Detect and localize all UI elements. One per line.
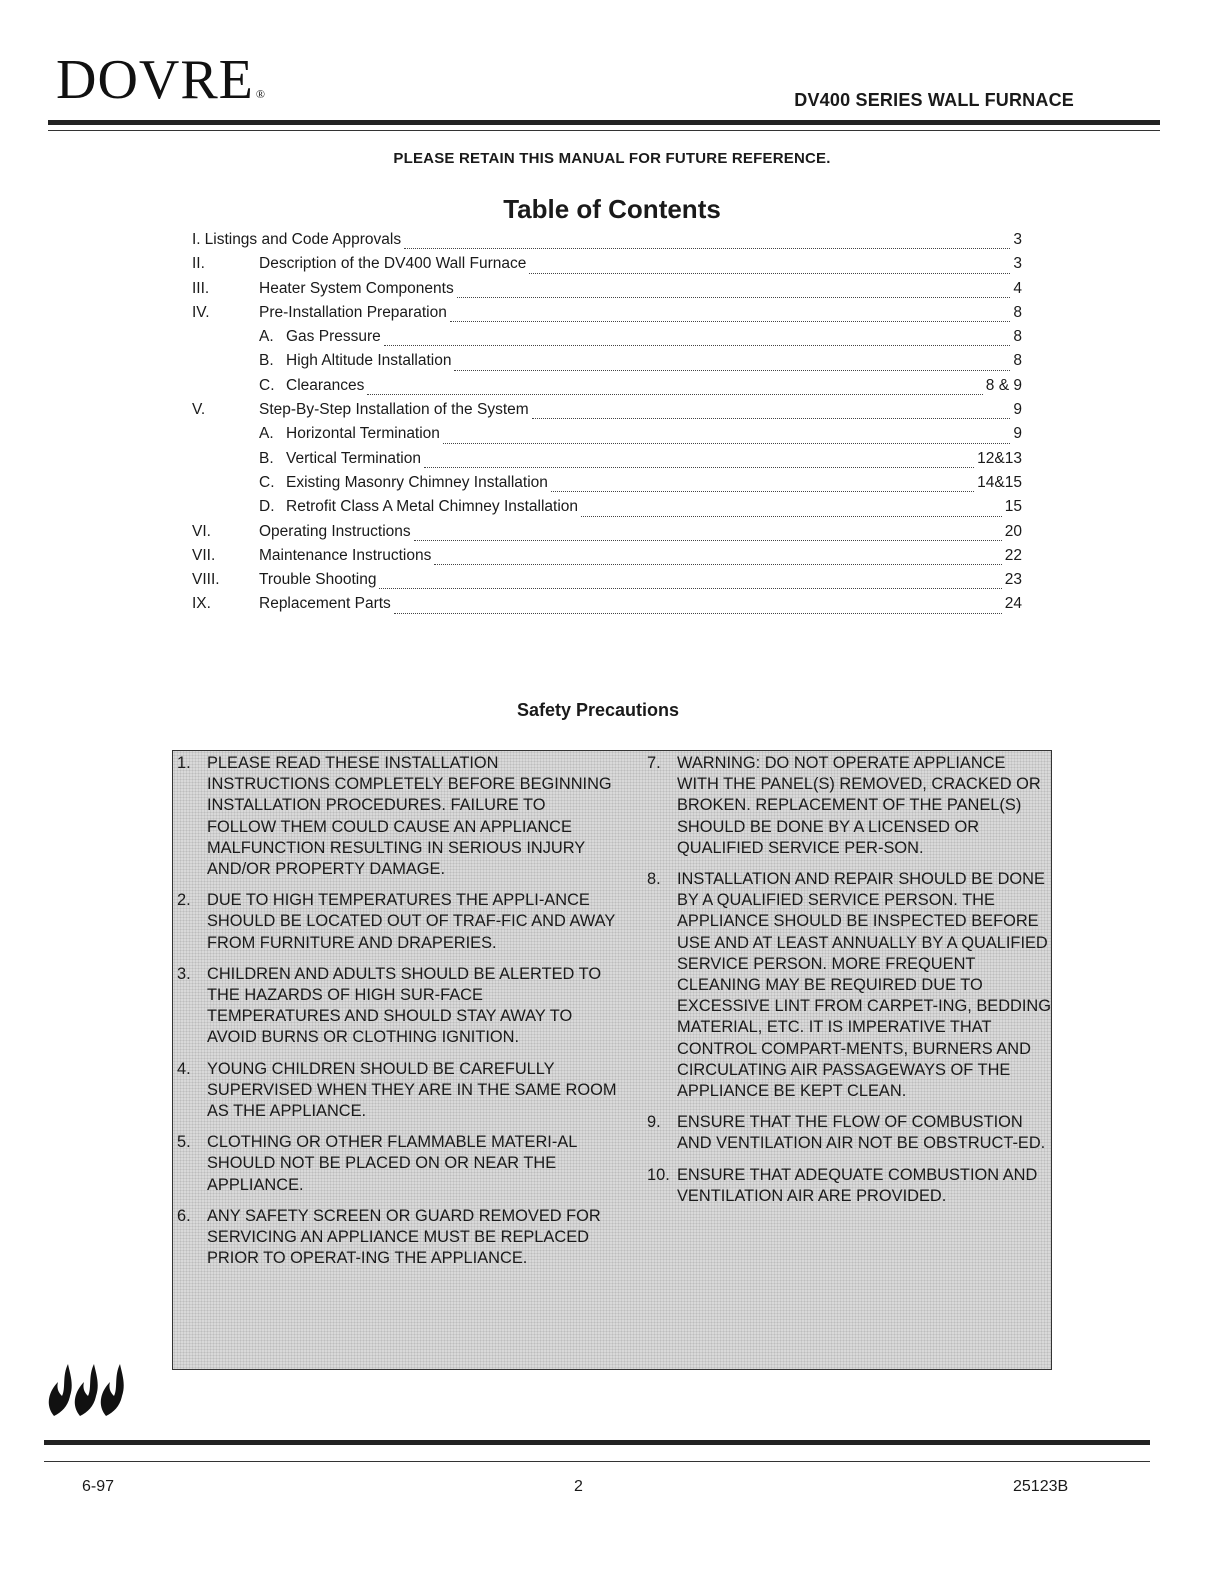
- toc-entry: [192, 595, 1022, 619]
- toc-entry-number: VIII.: [192, 571, 220, 589]
- toc-leader-dots: [529, 272, 1010, 274]
- safety-item-number: 10.: [647, 1165, 670, 1184]
- toc-entry-number: IV.: [192, 303, 210, 321]
- toc-entry-label: Existing Masonry Chimney Installation: [286, 473, 548, 491]
- toc-entry-number: III.: [192, 279, 210, 297]
- toc-entry: [192, 377, 1022, 401]
- toc-entry-page: 8 & 9: [985, 376, 1022, 394]
- toc-leader-dots: [551, 490, 974, 492]
- footer-date: 6-97: [82, 1478, 115, 1495]
- toc-entry: [192, 450, 1022, 474]
- toc-entry-page: 3: [1013, 231, 1022, 248]
- safety-item-text: YOUNG CHILDREN SHOULD BE CAREFULLY SUPERVISED WHEN THEY ARE IN THE SAME ROOM AS THE APPLIANCE.: [207, 1059, 617, 1121]
- safety-item-text: WARNING: DO NOT OPERATE APPLIANCE WITH THE PANEL(S) REMOVED, CRACKED OR BROKEN. REPLACEMENT OF THE PANEL(S) SHOULD BE DONE BY A LICENSED OR QUALIFIED SERVICE PER-SON.: [677, 754, 1041, 857]
- toc-entry-label: Vertical Termination: [286, 449, 421, 467]
- safety-precautions-box: [172, 750, 1052, 1370]
- safety-column-left: [177, 753, 617, 1279]
- registered-mark: ®: [255, 87, 267, 101]
- safety-item-number: 5.: [177, 1133, 191, 1152]
- toc-entry-number: IX.: [192, 595, 211, 613]
- toc-entry-sub: A.: [259, 425, 274, 443]
- safety-item: [177, 1206, 617, 1270]
- safety-item: [647, 1165, 1051, 1207]
- toc-leader-dots: [384, 344, 1011, 346]
- toc-title: Table of Contents: [503, 194, 721, 224]
- toc-entry: [192, 280, 1022, 304]
- toc-entry-page: 12&13: [977, 449, 1022, 467]
- header-rule-thick: [48, 120, 1160, 125]
- safety-column-right: [647, 753, 1051, 1217]
- toc-entry-page: 14&15: [977, 473, 1022, 491]
- safety-item: [177, 753, 617, 880]
- toc-entry: [192, 498, 1022, 522]
- safety-item-text: INSTALLATION AND REPAIR SHOULD BE DONE BY A QUALIFIED SERVICE PERSON. THE APPLIANCE SHOULD BE INSPECTED BEFORE USE AND AT LEAST ANNUALLY BY A QUALIFIED SERVICE PERSON. MORE FREQUENT CLEANING MAY BE REQUIRED DUE TO EXCESSIVE LINT FROM CARPET-ING, BEDDING MATERIAL, ETC. IT IS IMPERATIVE THAT CONTROL COMPART-MENTS, BURNERS AND CIRCULATING AIR PASSAGEWAYS OF THE APPLIANCE BE KEPT CLEAN.: [677, 870, 1052, 1101]
- toc-leader-dots: [367, 393, 982, 395]
- toc-leader-dots: [532, 417, 1011, 419]
- safety-item: [177, 890, 617, 954]
- toc-leader-dots: [457, 296, 1011, 298]
- toc-entry-label: Retrofit Class A Metal Chimney Installation: [286, 498, 579, 516]
- toc-entry: [192, 304, 1022, 328]
- toc-entry-sub: B.: [259, 352, 274, 370]
- safety-item: [647, 869, 1051, 1102]
- toc-entry-page: 23: [1004, 571, 1022, 589]
- toc-entry: [192, 523, 1022, 547]
- toc-entry: [192, 255, 1022, 279]
- toc-entry-sub: D.: [259, 498, 275, 516]
- toc-entry: [192, 547, 1022, 571]
- toc-entry-number: VII.: [192, 546, 216, 564]
- retain-notice: PLEASE RETAIN THIS MANUAL FOR FUTURE REFERENCE.: [393, 150, 831, 167]
- toc-entry-page: 8: [1013, 352, 1022, 370]
- page-number: 2: [574, 1478, 583, 1495]
- header-rule-thin: [48, 130, 1160, 131]
- safety-item-text: CLOTHING OR OTHER FLAMMABLE MATERI-AL SHOULD NOT BE PLACED ON OR NEAR THE APPLIANCE.: [207, 1133, 577, 1194]
- toc-entry-page: 9: [1013, 401, 1022, 419]
- toc-leader-dots: [379, 587, 1001, 589]
- safety-item-number: 4.: [177, 1059, 191, 1078]
- safety-item-number: 9.: [647, 1113, 661, 1132]
- safety-item-number: 8.: [647, 870, 661, 889]
- toc-entry-label: Horizontal Termination: [286, 425, 440, 443]
- footer-rule-thin: [44, 1461, 1150, 1462]
- toc-entry-page: 24: [1004, 595, 1022, 613]
- safety-item-number: 3.: [177, 964, 191, 983]
- safety-item-number: 1.: [177, 754, 191, 772]
- toc-entry-page: 8: [1013, 328, 1022, 346]
- toc-entry-label: Replacement Parts: [259, 595, 391, 613]
- toc-leader-dots: [450, 320, 1011, 322]
- toc-leader-dots: [443, 442, 1010, 444]
- document-number: 25123B: [1013, 1478, 1069, 1495]
- toc-leader-dots: [424, 466, 974, 468]
- toc-entry-label: Operating Instructions: [259, 522, 411, 540]
- toc-leader-dots: [454, 369, 1010, 371]
- toc-entry-number: II.: [192, 255, 205, 273]
- toc-entry-sub: A.: [259, 328, 274, 346]
- toc-entry-page: 15: [1004, 498, 1022, 516]
- toc-entry-page: 20: [1004, 522, 1022, 540]
- dovre-logo: [56, 49, 267, 111]
- toc-entry-page: 4: [1013, 279, 1022, 297]
- toc-entry: [192, 231, 1022, 255]
- toc-entry-page: 8: [1013, 303, 1022, 321]
- toc-entry-number: VI.: [192, 522, 211, 540]
- toc-entry-number: I.: [192, 231, 201, 248]
- toc-entry-number: V.: [192, 401, 206, 419]
- toc-entry: [192, 328, 1022, 352]
- table-of-contents: [192, 231, 1022, 620]
- safety-item: [177, 1132, 617, 1196]
- safety-item-text: DUE TO HIGH TEMPERATURES THE APPLI-ANCE SHOULD BE LOCATED OUT OF TRAF-FIC AND AWAY FROM FURNITURE AND DRAPERIES.: [207, 891, 616, 952]
- toc-entry-label: Gas Pressure: [286, 328, 381, 346]
- toc-leader-dots: [434, 563, 1001, 565]
- toc-leader-dots: [581, 515, 1002, 517]
- toc-entry-label: Pre-Installation Preparation: [259, 303, 447, 321]
- footer-rule-thick: [44, 1440, 1150, 1445]
- document-title: DV400 SERIES WALL FURNACE: [794, 90, 1074, 110]
- safety-title: Safety Precautions: [516, 700, 680, 720]
- toc-leader-dots: [394, 612, 1002, 614]
- safety-item-number: 2.: [177, 891, 191, 910]
- toc-entry-sub: C.: [259, 473, 275, 491]
- safety-item-text: PLEASE READ THESE INSTALLATION INSTRUCTIONS COMPLETELY BEFORE BEGINNING INSTALLATION PROCEDURES. FAILURE TO FOLLOW THEM COULD CAUSE AN APPLIANCE MALFUNCTION RESULTING IN SERIOUS INJURY AND/OR PROPERTY DAMAGE.: [207, 754, 612, 879]
- toc-leader-dots: [414, 539, 1002, 541]
- toc-entry-label: Heater System Components: [259, 279, 454, 297]
- toc-entry-label: High Altitude Installation: [286, 352, 452, 370]
- toc-entry: [192, 401, 1022, 425]
- toc-entry-label: Maintenance Instructions: [259, 546, 432, 564]
- toc-entry-page: 22: [1004, 546, 1022, 564]
- toc-entry: [192, 571, 1022, 595]
- safety-item: [177, 964, 617, 1049]
- safety-item-text: ENSURE THAT THE FLOW OF COMBUSTION AND VENTILATION AIR NOT BE OBSTRUCT-ED.: [677, 1113, 1046, 1153]
- toc-entry-label: Description of the DV400 Wall Furnace: [259, 255, 527, 273]
- safety-item: [647, 753, 1051, 859]
- toc-entry-label: Trouble Shooting: [259, 571, 377, 589]
- toc-entry-sub: B.: [259, 449, 274, 467]
- toc-entry-label: Clearances: [286, 376, 365, 394]
- toc-entry-page: 9: [1013, 425, 1022, 443]
- safety-item-text: ANY SAFETY SCREEN OR GUARD REMOVED FOR SERVICING AN APPLIANCE MUST BE REPLACED PRIOR TO OPERAT-ING THE APPLIANCE.: [207, 1206, 601, 1268]
- safety-item: [647, 1112, 1051, 1154]
- flames-icon: [44, 1360, 126, 1423]
- safety-item-text: CHILDREN AND ADULTS SHOULD BE ALERTED TO THE HAZARDS OF HIGH SUR-FACE TEMPERATURES AND SHOULD STAY AWAY TO AVOID BURNS OR CLOTHING IGNITION.: [207, 964, 602, 1047]
- toc-entry: [192, 352, 1022, 376]
- toc-entry-page: 3: [1013, 255, 1022, 273]
- safety-item-text: ENSURE THAT ADEQUATE COMBUSTION AND VENTILATION AIR ARE PROVIDED.: [677, 1165, 1038, 1205]
- safety-item-number: 6.: [177, 1206, 191, 1225]
- toc-leader-dots: [404, 247, 1010, 249]
- safety-item: [177, 1059, 617, 1123]
- toc-entry-label: Step-By-Step Installation of the System: [259, 401, 529, 419]
- toc-entry: [192, 474, 1022, 498]
- toc-entry-sub: C.: [259, 376, 275, 394]
- logo-text: DOVRE: [56, 49, 254, 111]
- toc-entry-label: Listings and Code Approvals: [204, 231, 402, 248]
- toc-entry: [192, 425, 1022, 449]
- safety-item-number: 7.: [647, 754, 661, 772]
